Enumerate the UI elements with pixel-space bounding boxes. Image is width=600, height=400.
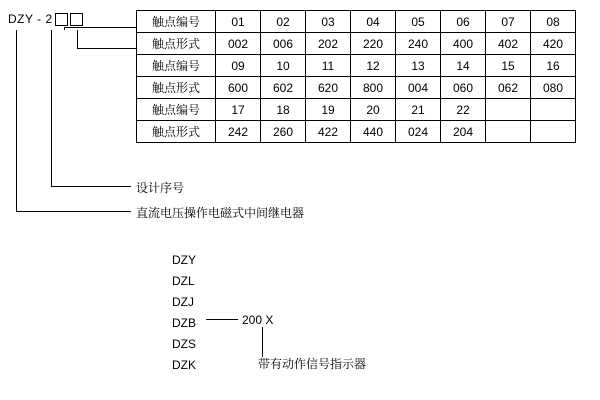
series-list (172, 250, 196, 376)
series-item-dzs: DZS (172, 337, 196, 351)
table-cell: 06 (441, 11, 486, 33)
series-item-dzl: DZL (172, 274, 195, 288)
series-item-dzk: DZK (172, 358, 196, 372)
table-row (137, 33, 576, 55)
table-cell: 03 (306, 11, 351, 33)
row-label: 触点编号 (137, 11, 216, 33)
table-body (137, 11, 576, 143)
row-label: 触点编号 (137, 55, 216, 77)
table-cell: 402 (486, 33, 531, 55)
series-connector-line (206, 319, 238, 320)
table-cell: 440 (351, 121, 396, 143)
series-item-dzy: DZY (172, 253, 196, 267)
table-cell: 600 (216, 77, 261, 99)
table-cell: 19 (306, 99, 351, 121)
table-cell (486, 121, 531, 143)
table-cell: 602 (261, 77, 306, 99)
leader-line-box2-vertical (77, 30, 78, 48)
row-label: 触点形式 (137, 77, 216, 99)
table-cell: 060 (441, 77, 486, 99)
leader-line-box1-to-table (64, 27, 136, 28)
series-suffix-label: 200 X (242, 313, 274, 327)
table-row (137, 121, 576, 143)
table-cell: 16 (531, 55, 576, 77)
table-row (137, 99, 576, 121)
series-item-dzj: DZJ (172, 295, 194, 309)
table-cell: 006 (261, 33, 306, 55)
table-cell: 04 (351, 11, 396, 33)
leader-line-desc-horizontal (16, 211, 131, 212)
row-label: 触点编号 (137, 99, 216, 121)
model-code-prefix: DZY - 2 (8, 12, 53, 26)
series-item-dzb: DZB (172, 316, 196, 330)
table-cell: 080 (531, 77, 576, 99)
table-cell: 202 (306, 33, 351, 55)
design-no-label: 设计序号 (136, 181, 185, 195)
model-code-box-1 (55, 13, 68, 26)
table-cell: 800 (351, 77, 396, 99)
table-row (137, 77, 576, 99)
table-cell: 17 (216, 99, 261, 121)
table-cell (486, 99, 531, 121)
table-cell: 07 (486, 11, 531, 33)
table-cell: 10 (261, 55, 306, 77)
table-cell: 004 (396, 77, 441, 99)
table-cell: 260 (261, 121, 306, 143)
table-cell: 12 (351, 55, 396, 77)
leader-line-design-horizontal (51, 186, 131, 187)
description-label: 直流电压操作电磁式中间继电器 (136, 206, 305, 220)
model-code-box-2 (70, 13, 83, 26)
row-label: 触点形式 (137, 121, 216, 143)
table-cell: 204 (441, 121, 486, 143)
table-cell: 024 (396, 121, 441, 143)
table-cell: 002 (216, 33, 261, 55)
table-cell (531, 99, 576, 121)
table-cell: 22 (441, 99, 486, 121)
table-row (137, 11, 576, 33)
table-cell: 062 (486, 77, 531, 99)
row-label: 触点形式 (137, 33, 216, 55)
table-cell: 02 (261, 11, 306, 33)
table-cell: 20 (351, 99, 396, 121)
indicator-connector-line (262, 327, 263, 357)
contact-spec-table (136, 10, 576, 143)
table-cell: 400 (441, 33, 486, 55)
table-cell: 242 (216, 121, 261, 143)
table-cell: 220 (351, 33, 396, 55)
table-cell: 620 (306, 77, 351, 99)
model-code (8, 12, 83, 26)
table-cell: 05 (396, 11, 441, 33)
table-cell: 240 (396, 33, 441, 55)
table-cell: 08 (531, 11, 576, 33)
table-cell: 18 (261, 99, 306, 121)
table-cell: 422 (306, 121, 351, 143)
leader-line-design-vertical (51, 30, 52, 186)
table-row (137, 55, 576, 77)
table-cell: 15 (486, 55, 531, 77)
table-cell: 13 (396, 55, 441, 77)
table-cell: 14 (441, 55, 486, 77)
table-cell: 420 (531, 33, 576, 55)
table-cell: 01 (216, 11, 261, 33)
table-cell (531, 121, 576, 143)
leader-line-box2-horizontal (77, 48, 136, 49)
leader-line-desc-vertical (16, 30, 17, 211)
leader-line-box1-stub (64, 27, 65, 30)
table-cell: 11 (306, 55, 351, 77)
table-cell: 09 (216, 55, 261, 77)
indicator-note-label: 带有动作信号指示器 (258, 357, 367, 371)
table-cell: 21 (396, 99, 441, 121)
